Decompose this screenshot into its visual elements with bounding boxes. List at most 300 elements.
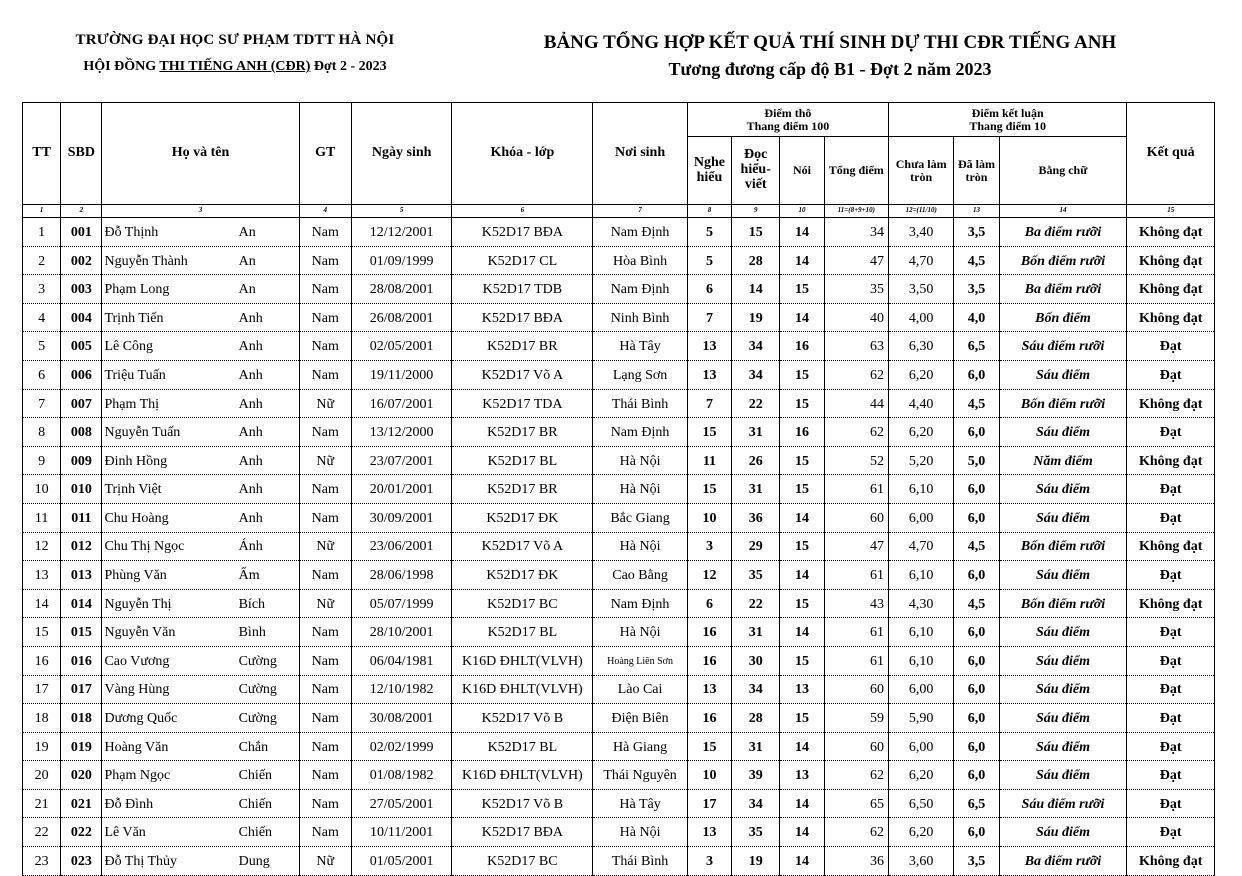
cell-words: Sáu điểm xyxy=(999,418,1127,447)
table-row xyxy=(23,389,1215,418)
family-name: Đỗ Thị Thủy xyxy=(104,854,178,870)
cell-rounded: 6,0 xyxy=(954,475,999,504)
cell-rounded: 6,5 xyxy=(954,332,999,361)
cell-birthplace: Hà Nội xyxy=(593,618,688,647)
cell-tt: 14 xyxy=(23,589,61,618)
given-name: Chắn xyxy=(238,739,269,755)
table-row xyxy=(23,675,1215,704)
cell-sbd: 020 xyxy=(61,761,102,790)
cell-gt: Nữ xyxy=(299,589,351,618)
table-row xyxy=(23,704,1215,733)
cell-sbd: 003 xyxy=(61,275,102,304)
table-row xyxy=(23,761,1215,790)
family-name: Phạm Long xyxy=(104,282,170,298)
cell-total: 61 xyxy=(824,475,888,504)
cell-result: Không đạt xyxy=(1127,303,1215,332)
cell-total: 61 xyxy=(824,561,888,590)
cell-speaking: 13 xyxy=(780,761,824,790)
col-number: 7 xyxy=(593,205,688,218)
cell-unrounded: 6,50 xyxy=(888,789,953,818)
cell-unrounded: 6,20 xyxy=(888,761,953,790)
cell-birthplace: Nam Định xyxy=(593,218,688,247)
cell-dob: 05/07/1999 xyxy=(351,589,452,618)
cell-words: Sáu điểm xyxy=(999,561,1127,590)
table-row xyxy=(23,732,1215,761)
given-name: Dung xyxy=(238,854,270,870)
family-name: Triệu Tuấn xyxy=(104,367,166,383)
family-name: Phạm Thị xyxy=(104,396,160,412)
cell-dob: 19/11/2000 xyxy=(351,360,452,389)
cell-tt: 22 xyxy=(23,818,61,847)
cell-result: Đạt xyxy=(1127,503,1215,532)
cell-result: Đạt xyxy=(1127,332,1215,361)
cell-sbd: 014 xyxy=(61,589,102,618)
cell-name xyxy=(102,389,299,418)
cell-rounded: 6,0 xyxy=(954,704,999,733)
cell-reading: 22 xyxy=(732,589,780,618)
cell-birthplace: Hà Tây xyxy=(593,789,688,818)
cell-listening: 5 xyxy=(687,218,731,247)
cell-result: Không đạt xyxy=(1127,589,1215,618)
cell-words: Bốn điểm rưỡi xyxy=(999,532,1127,561)
cell-name xyxy=(102,360,299,389)
given-name: Chiến xyxy=(238,768,273,784)
col-final-group: Điểm kết luận Thang điểm 10 xyxy=(888,103,1126,137)
cell-total: 62 xyxy=(824,818,888,847)
cell-speaking: 15 xyxy=(780,589,824,618)
cell-total: 65 xyxy=(824,789,888,818)
table-row xyxy=(23,218,1215,247)
cell-words: Sáu điểm xyxy=(999,818,1127,847)
cell-speaking: 14 xyxy=(780,618,824,647)
cell-rounded: 6,0 xyxy=(954,561,999,590)
cell-listening: 17 xyxy=(687,789,731,818)
cell-reading: 34 xyxy=(732,675,780,704)
cell-birthplace: Hà Nội xyxy=(593,446,688,475)
family-name: Nguyễn Tuấn xyxy=(104,425,181,441)
cell-name xyxy=(102,704,299,733)
cell-name xyxy=(102,618,299,647)
cell-reading: 26 xyxy=(732,446,780,475)
cell-rounded: 4,5 xyxy=(954,389,999,418)
cell-class: K52D17 BL xyxy=(452,446,593,475)
cell-result: Không đạt xyxy=(1127,218,1215,247)
cell-result: Đạt xyxy=(1127,675,1215,704)
cell-speaking: 15 xyxy=(780,532,824,561)
col-number: 2 xyxy=(61,205,102,218)
cell-words: Bốn điểm rưỡi xyxy=(999,589,1127,618)
cell-unrounded: 6,10 xyxy=(888,561,953,590)
cell-listening: 15 xyxy=(687,475,731,504)
given-name: Bích xyxy=(238,596,266,612)
cell-sbd: 022 xyxy=(61,818,102,847)
cell-gt: Nam xyxy=(299,618,351,647)
family-name: Vàng Hùng xyxy=(104,682,170,698)
cell-listening: 15 xyxy=(687,418,731,447)
cell-name xyxy=(102,761,299,790)
cell-reading: 15 xyxy=(732,218,780,247)
cell-words: Sáu điểm xyxy=(999,704,1127,733)
cell-sbd: 021 xyxy=(61,789,102,818)
cell-words: Sáu điểm rưỡi xyxy=(999,332,1127,361)
cell-reading: 19 xyxy=(732,847,780,876)
cell-sbd: 018 xyxy=(61,704,102,733)
cell-listening: 13 xyxy=(687,675,731,704)
family-name: Chu Hoàng xyxy=(104,510,169,526)
table-row xyxy=(23,360,1215,389)
cell-dob: 28/10/2001 xyxy=(351,618,452,647)
cell-reading: 31 xyxy=(732,418,780,447)
cell-class: K16D ĐHLT(VLVH) xyxy=(452,646,593,675)
cell-result: Đạt xyxy=(1127,475,1215,504)
cell-reading: 30 xyxy=(732,646,780,675)
cell-gt: Nam xyxy=(299,332,351,361)
cell-result: Đạt xyxy=(1127,704,1215,733)
cell-listening: 16 xyxy=(687,646,731,675)
cell-unrounded: 5,20 xyxy=(888,446,953,475)
cell-tt: 1 xyxy=(23,218,61,247)
cell-listening: 11 xyxy=(687,446,731,475)
cell-name xyxy=(102,532,299,561)
cell-speaking: 16 xyxy=(780,418,824,447)
cell-dob: 12/12/2001 xyxy=(351,218,452,247)
cell-total: 61 xyxy=(824,646,888,675)
table-row xyxy=(23,332,1215,361)
cell-listening: 13 xyxy=(687,360,731,389)
cell-rounded: 3,5 xyxy=(954,275,999,304)
cell-speaking: 14 xyxy=(780,218,824,247)
cell-tt: 6 xyxy=(23,360,61,389)
cell-unrounded: 4,70 xyxy=(888,246,953,275)
col-number: 8 xyxy=(687,205,731,218)
cell-listening: 10 xyxy=(687,503,731,532)
cell-birthplace: Thái Bình xyxy=(593,847,688,876)
given-name: Anh xyxy=(238,310,263,326)
cell-speaking: 14 xyxy=(780,732,824,761)
given-name: Ánh xyxy=(238,539,263,555)
col-total: Tổng điểm xyxy=(824,137,888,205)
family-name: Nguyễn Thành xyxy=(104,253,188,269)
col-name: Họ và tên xyxy=(102,103,299,205)
cell-total: 63 xyxy=(824,332,888,361)
col-dob: Ngày sinh xyxy=(351,103,452,205)
column-number-row xyxy=(23,205,1215,218)
title-block xyxy=(470,32,1190,80)
family-name: Nguyễn Văn xyxy=(104,625,176,641)
cell-words: Sáu điểm xyxy=(999,618,1127,647)
cell-reading: 39 xyxy=(732,761,780,790)
cell-words: Sáu điểm xyxy=(999,675,1127,704)
cell-birthplace: Lào Cai xyxy=(593,675,688,704)
family-name: Đinh Hồng xyxy=(104,453,168,469)
cell-speaking: 16 xyxy=(780,332,824,361)
cell-speaking: 15 xyxy=(780,360,824,389)
cell-unrounded: 6,20 xyxy=(888,360,953,389)
cell-birthplace: Thái Nguyên xyxy=(593,761,688,790)
cell-gt: Nữ xyxy=(299,532,351,561)
cell-reading: 31 xyxy=(732,732,780,761)
cell-sbd: 009 xyxy=(61,446,102,475)
cell-reading: 31 xyxy=(732,475,780,504)
cell-gt: Nam xyxy=(299,761,351,790)
cell-listening: 13 xyxy=(687,332,731,361)
cell-speaking: 13 xyxy=(780,675,824,704)
cell-sbd: 002 xyxy=(61,246,102,275)
cell-speaking: 14 xyxy=(780,847,824,876)
family-name: Đỗ Thịnh xyxy=(104,224,159,240)
cell-gt: Nam xyxy=(299,475,351,504)
page-subtitle: Tương đương cấp độ B1 - Đợt 2 năm 2023 xyxy=(668,59,992,79)
cell-tt: 19 xyxy=(23,732,61,761)
family-name: Trịnh Tiến xyxy=(104,310,164,326)
cell-sbd: 011 xyxy=(61,503,102,532)
cell-result: Đạt xyxy=(1127,618,1215,647)
cell-gt: Nam xyxy=(299,704,351,733)
cell-class: K52D17 BL xyxy=(452,618,593,647)
table-row xyxy=(23,646,1215,675)
cell-rounded: 6,0 xyxy=(954,675,999,704)
cell-class: K16D ĐHLT(VLVH) xyxy=(452,675,593,704)
cell-tt: 21 xyxy=(23,789,61,818)
cell-result: Đạt xyxy=(1127,561,1215,590)
cell-dob: 28/06/1998 xyxy=(351,561,452,590)
cell-reading: 35 xyxy=(732,561,780,590)
cell-result: Đạt xyxy=(1127,646,1215,675)
cell-unrounded: 4,30 xyxy=(888,589,953,618)
cell-speaking: 15 xyxy=(780,389,824,418)
final-scale-label: Thang điểm 10 xyxy=(969,118,1047,133)
cell-class: K52D17 Võ B xyxy=(452,789,593,818)
table-row xyxy=(23,475,1215,504)
cell-class: K52D17 BĐA xyxy=(452,218,593,247)
cell-birthplace: Nam Định xyxy=(593,418,688,447)
col-number: 6 xyxy=(452,205,593,218)
cell-birthplace: Cao Bằng xyxy=(593,561,688,590)
cell-reading: 29 xyxy=(732,532,780,561)
given-name: Anh xyxy=(238,510,263,526)
cell-total: 59 xyxy=(824,704,888,733)
cell-tt: 20 xyxy=(23,761,61,790)
cell-class: K52D17 BĐA xyxy=(452,818,593,847)
cell-rounded: 3,5 xyxy=(954,847,999,876)
cell-gt: Nam xyxy=(299,789,351,818)
cell-sbd: 004 xyxy=(61,303,102,332)
cell-reading: 28 xyxy=(732,246,780,275)
results-table xyxy=(22,102,1215,876)
cell-name xyxy=(102,732,299,761)
cell-listening: 6 xyxy=(687,589,731,618)
cell-birthplace: Hà Giang xyxy=(593,732,688,761)
col-number: 9 xyxy=(732,205,780,218)
page-title: BẢNG TỔNG HỢP KẾT QUẢ THÍ SINH DỰ THI CĐR TIẾNG ANH xyxy=(543,32,1117,53)
col-number: 4 xyxy=(299,205,351,218)
cell-sbd: 001 xyxy=(61,218,102,247)
cell-class: K52D17 TDA xyxy=(452,389,593,418)
cell-class: K52D17 BR xyxy=(452,332,593,361)
cell-result: Không đạt xyxy=(1127,446,1215,475)
cell-name xyxy=(102,818,299,847)
col-tt: TT xyxy=(23,103,61,205)
cell-reading: 14 xyxy=(732,275,780,304)
cell-name xyxy=(102,475,299,504)
cell-rounded: 6,0 xyxy=(954,503,999,532)
cell-name xyxy=(102,561,299,590)
cell-result: Đạt xyxy=(1127,418,1215,447)
given-name: Anh xyxy=(238,482,263,498)
cell-class: K52D17 TDB xyxy=(452,275,593,304)
family-name: Cao Vương xyxy=(104,653,170,669)
cell-words: Bốn điểm rưỡi xyxy=(999,389,1127,418)
cell-speaking: 15 xyxy=(780,475,824,504)
cell-listening: 12 xyxy=(687,561,731,590)
cell-name xyxy=(102,789,299,818)
cell-listening: 6 xyxy=(687,275,731,304)
cell-gt: Nam xyxy=(299,818,351,847)
col-number: 15 xyxy=(1127,205,1215,218)
cell-rounded: 6,0 xyxy=(954,732,999,761)
cell-unrounded: 6,00 xyxy=(888,732,953,761)
cell-dob: 01/08/1982 xyxy=(351,761,452,790)
cell-listening: 5 xyxy=(687,246,731,275)
cell-gt: Nam xyxy=(299,675,351,704)
cell-name xyxy=(102,446,299,475)
cell-rounded: 4,5 xyxy=(954,589,999,618)
table-row xyxy=(23,418,1215,447)
cell-rounded: 3,5 xyxy=(954,218,999,247)
col-speaking: Nói xyxy=(780,137,824,205)
cell-words: Sáu điểm xyxy=(999,761,1127,790)
cell-dob: 20/01/2001 xyxy=(351,475,452,504)
cell-reading: 34 xyxy=(732,789,780,818)
cell-tt: 18 xyxy=(23,704,61,733)
given-name: An xyxy=(238,224,256,240)
col-number: 1 xyxy=(23,205,61,218)
family-name: Phùng Văn xyxy=(104,568,167,584)
cell-class: K52D17 BC xyxy=(452,589,593,618)
cell-gt: Nam xyxy=(299,246,351,275)
family-name: Trịnh Việt xyxy=(104,482,162,498)
cell-birthplace: Hoàng Liên Sơn xyxy=(593,646,688,675)
given-name: Ấm xyxy=(238,568,260,584)
cell-birthplace: Hà Nội xyxy=(593,532,688,561)
cell-class: K52D17 Võ B xyxy=(452,704,593,733)
col-unrounded: Chưa làm tròn xyxy=(888,137,953,205)
col-listening: Nghe hiểu xyxy=(687,137,731,205)
cell-tt: 15 xyxy=(23,618,61,647)
cell-sbd: 019 xyxy=(61,732,102,761)
cell-name xyxy=(102,418,299,447)
cell-unrounded: 3,60 xyxy=(888,847,953,876)
cell-total: 47 xyxy=(824,532,888,561)
family-name: Lê Công xyxy=(104,339,154,355)
cell-unrounded: 6,10 xyxy=(888,646,953,675)
col-class: Khóa - lớp xyxy=(452,103,593,205)
cell-unrounded: 6,20 xyxy=(888,818,953,847)
cell-speaking: 14 xyxy=(780,818,824,847)
cell-gt: Nam xyxy=(299,418,351,447)
cell-result: Đạt xyxy=(1127,761,1215,790)
cell-name xyxy=(102,218,299,247)
cell-class: K52D17 ĐK xyxy=(452,561,593,590)
cell-tt: 4 xyxy=(23,303,61,332)
cell-total: 43 xyxy=(824,589,888,618)
cell-rounded: 6,0 xyxy=(954,418,999,447)
cell-reading: 22 xyxy=(732,389,780,418)
cell-tt: 17 xyxy=(23,675,61,704)
cell-rounded: 6,0 xyxy=(954,646,999,675)
cell-dob: 12/10/1982 xyxy=(351,675,452,704)
table-row xyxy=(23,303,1215,332)
cell-birthplace: Hà Nội xyxy=(593,475,688,504)
cell-gt: Nữ xyxy=(299,446,351,475)
cell-speaking: 14 xyxy=(780,503,824,532)
table-row xyxy=(23,446,1215,475)
cell-sbd: 012 xyxy=(61,532,102,561)
cell-total: 36 xyxy=(824,847,888,876)
cell-rounded: 4,0 xyxy=(954,303,999,332)
cell-dob: 06/04/1981 xyxy=(351,646,452,675)
cell-total: 60 xyxy=(824,732,888,761)
cell-rounded: 6,0 xyxy=(954,818,999,847)
cell-name xyxy=(102,303,299,332)
cell-words: Ba điểm rưỡi xyxy=(999,275,1127,304)
table-row xyxy=(23,246,1215,275)
table-row xyxy=(23,618,1215,647)
cell-dob: 28/08/2001 xyxy=(351,275,452,304)
cell-sbd: 010 xyxy=(61,475,102,504)
cell-unrounded: 6,00 xyxy=(888,503,953,532)
cell-total: 61 xyxy=(824,618,888,647)
cell-sbd: 006 xyxy=(61,360,102,389)
given-name: Chiến xyxy=(238,796,273,812)
cell-unrounded: 6,10 xyxy=(888,618,953,647)
cell-gt: Nam xyxy=(299,646,351,675)
cell-result: Không đạt xyxy=(1127,389,1215,418)
cell-class: K52D17 BC xyxy=(452,847,593,876)
cell-class: K52D17 BĐA xyxy=(452,303,593,332)
cell-listening: 16 xyxy=(687,618,731,647)
cell-sbd: 008 xyxy=(61,418,102,447)
cell-speaking: 15 xyxy=(780,446,824,475)
cell-reading: 28 xyxy=(732,704,780,733)
cell-tt: 10 xyxy=(23,475,61,504)
cell-total: 62 xyxy=(824,761,888,790)
cell-name xyxy=(102,589,299,618)
cell-speaking: 15 xyxy=(780,646,824,675)
cell-name xyxy=(102,275,299,304)
family-name: Lê Văn xyxy=(104,825,146,841)
cell-result: Không đạt xyxy=(1127,847,1215,876)
cell-name xyxy=(102,847,299,876)
cell-rounded: 4,5 xyxy=(954,532,999,561)
cell-tt: 23 xyxy=(23,847,61,876)
cell-dob: 23/06/2001 xyxy=(351,532,452,561)
cell-words: Bốn điểm xyxy=(999,303,1127,332)
cell-reading: 19 xyxy=(732,303,780,332)
cell-tt: 13 xyxy=(23,561,61,590)
cell-speaking: 15 xyxy=(780,704,824,733)
cell-total: 47 xyxy=(824,246,888,275)
col-rounded: Đã làm tròn xyxy=(954,137,999,205)
cell-class: K16D ĐHLT(VLVH) xyxy=(452,761,593,790)
given-name: Anh xyxy=(238,367,263,383)
cell-listening: 15 xyxy=(687,732,731,761)
cell-birthplace: Nam Định xyxy=(593,589,688,618)
cell-birthplace: Hòa Bình xyxy=(593,246,688,275)
given-name: Anh xyxy=(238,339,263,355)
cell-reading: 34 xyxy=(732,332,780,361)
cell-words: Sáu điểm xyxy=(999,475,1127,504)
